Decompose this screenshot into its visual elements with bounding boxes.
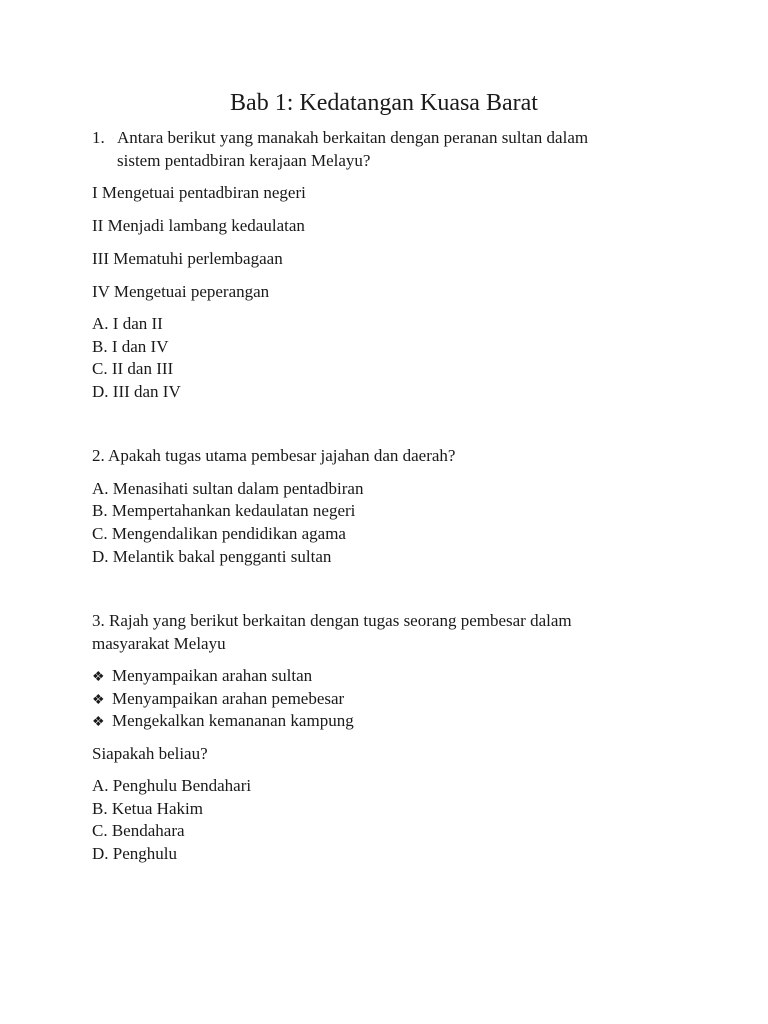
q2-option-a: A. Menasihati sultan dalam pentadbiran <box>92 479 364 498</box>
q3-prompt: Siapakah beliau? <box>92 744 208 763</box>
diamond-bullet-icon: ❖ <box>92 693 105 708</box>
q1-statement-2: II Menjadi lambang kedaulatan <box>92 216 305 235</box>
q3-bullet-text-1: Menyampaikan arahan sultan <box>112 666 313 685</box>
q3-option-d: D. Penghulu <box>92 844 177 863</box>
q3-option-a: A. Penghulu Bendahari <box>92 776 252 795</box>
q1-option-a: A. I dan II <box>92 314 163 333</box>
q1-statement-3: III Mematuhi perlembagaan <box>92 249 283 268</box>
q3-bullet-item-2 <box>92 688 344 712</box>
q2-option-b: B. Mempertahankan kedaulatan negeri <box>92 501 356 520</box>
diamond-bullet-icon: ❖ <box>92 670 105 685</box>
question-3-text-line-1: 3. Rajah yang berikut berkaitan dengan tugas seorang pembesar dalam <box>92 611 572 630</box>
question-3-text-line-2: masyarakat Melayu <box>92 634 226 653</box>
question-1-number: 1. <box>92 128 105 147</box>
q2-option-c: C. Mengendalikan pendidikan agama <box>92 524 346 543</box>
page-title: Bab 1: Kedatangan Kuasa Barat <box>230 90 538 116</box>
question-1-text-line-2: sistem pentadbiran kerajaan Melayu? <box>117 151 371 170</box>
q3-bullet-text-3: Mengekalkan kemananan kampung <box>112 711 354 730</box>
q1-option-d: D. III dan IV <box>92 382 181 401</box>
q2-option-d: D. Melantik bakal pengganti sultan <box>92 547 332 566</box>
q3-option-b: B. Ketua Hakim <box>92 799 203 818</box>
q1-statement-1: I Mengetuai pentadbiran negeri <box>92 183 306 202</box>
q3-bullet-item-1 <box>92 665 312 689</box>
q1-option-c: C. II dan III <box>92 359 174 378</box>
q3-option-c: C. Bendahara <box>92 821 185 840</box>
q3-bullet-text-2: Menyampaikan arahan pemebesar <box>112 689 345 708</box>
q3-bullet-item-3 <box>92 710 354 734</box>
q1-statement-4: IV Mengetuai peperangan <box>92 282 270 301</box>
question-2-text: 2. Apakah tugas utama pembesar jajahan dan daerah? <box>92 446 456 465</box>
q1-option-b: B. I dan IV <box>92 337 169 356</box>
diamond-bullet-icon: ❖ <box>92 715 105 730</box>
question-1-text-line-1: Antara berikut yang manakah berkaitan dengan peranan sultan dalam <box>117 128 589 147</box>
